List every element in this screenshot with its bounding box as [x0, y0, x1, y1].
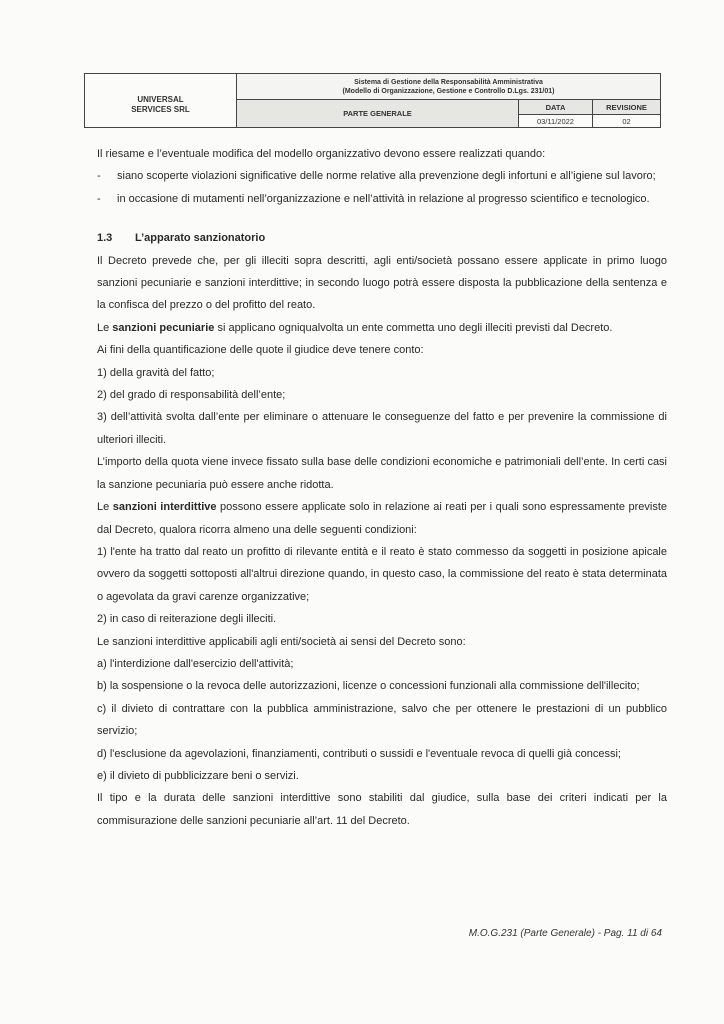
- paragraph: Le sanzioni interdittive applicabili agli enti/società ai sensi del Decreto sono:: [97, 635, 466, 648]
- bullet-text: siano scoperte violazioni significative delle norme relative alla prevenzione degli infortuni e all’igiene sul lavoro;: [117, 170, 656, 183]
- section-heading: [97, 227, 667, 249]
- date-label: DATA: [519, 100, 592, 115]
- company-name-line1: UNIVERSAL: [137, 94, 184, 104]
- bullet-item: [97, 165, 667, 187]
- paragraph: Il tipo e la durata delle sanzioni interdittive sono stabiliti dal giudice, sulla base dei criteri indicati per la commisurazione delle sanzioni pecuniarie all’art. 11 del Decreto.: [97, 792, 667, 827]
- list-item: a) l'interdizione dall'esercizio dell'attività;: [97, 657, 294, 670]
- bullet-marker: -: [97, 170, 101, 183]
- bold-term: sanzioni interdittive: [112, 501, 217, 514]
- list-item: b) la sospensione o la revoca delle autorizzazioni, licenze o concessioni funzionali alla commissione dell'illecito;: [97, 680, 640, 693]
- bullet-item: [97, 188, 667, 210]
- bold-term: sanzioni pecuniarie: [112, 321, 215, 334]
- intro-paragraph: Il riesame e l’eventuale modifica del modello organizzativo devono essere realizzati quando:: [97, 148, 546, 160]
- page-footer: M.O.G.231 (Parte Generale) - Pag. 11 di 64: [468, 928, 662, 939]
- section-number: 1.3: [97, 232, 113, 245]
- bullet-text: in occasione di mutamenti nell’organizzazione e nell’attività in relazione al progresso scientifico e tecnologico.: [117, 192, 650, 205]
- revision-value: 02: [622, 116, 631, 126]
- paragraph: Ai fini della quantificazione delle quote il giudice deve tenere conto:: [97, 344, 424, 357]
- list-item: 3) dell’attività svolta dall’ente per eliminare o attenuare le conseguenze del fatto e per prevenire la commissione di ulteriori illeciti.: [97, 411, 667, 446]
- list-item: 2) del grado di responsabilità dell’ente;: [97, 389, 286, 402]
- section-title: L’apparato sanzionatorio: [135, 232, 266, 245]
- date-value: 03/11/2022: [537, 116, 574, 126]
- list-item: 2) in caso di reiterazione degli illeciti.: [97, 613, 277, 626]
- paragraph: Le sanzioni pecuniarie si applicano ogniqualvolta un ente commetta uno degli illeciti previsti dal Decreto.: [97, 321, 613, 334]
- paragraph: Il Decreto prevede che, per gli illeciti sopra descritti, agli enti/società possano essere applicate in primo luogo sanzioni pecuniarie e sanzioni interdittive; in secondo luogo potrà essere disposta la pubblicazione della sentenza e la confisca del prezzo o del profitto del reato.: [97, 254, 667, 312]
- list-item: c) il divieto di contrattare con la pubblica amministrazione, salvo che per ottenere le prestazioni di un pubblico servizio;: [97, 702, 667, 738]
- list-item: 1) l'ente ha tratto dal reato un profitto di rilevante entità e il reato è stato commesso da soggetti in posizione apicale ovvero da soggetti sottoposti all'altrui direzione quando, in questo caso, la commissione del reato è stata determinata o agevolata da gravi carenze organizzative;: [97, 545, 667, 603]
- section-name-cell: PARTE GENERALE: [237, 100, 519, 127]
- list-item: 1) della gravità del fatto;: [97, 366, 215, 379]
- list-item: d) l'esclusione da agevolazioni, finanziamenti, contributi o sussidi e l'eventuale revoca di quelli già concessi;: [97, 747, 621, 760]
- document-body: [97, 143, 667, 832]
- paragraph: Le sanzioni interdittive possono essere applicate solo in relazione ai reati per i quali sono espressamente previste dal Decreto, qualora ricorra almeno una delle seguenti condizioni:: [97, 501, 668, 536]
- system-title-cell: [237, 74, 660, 100]
- list-item: e) il divieto di pubblicizzare beni o servizi.: [97, 769, 299, 782]
- bullet-marker: -: [97, 192, 101, 205]
- company-name-cell: [85, 74, 237, 127]
- paragraph: L’importo della quota viene invece fissato sulla base delle condizioni economiche e patrimoniali dell’ente. In certi casi la sanzione pecuniaria può essere anche ridotta.: [97, 456, 667, 491]
- system-title-line2: (Modello di Organizzazione, Gestione e Controllo D.Lgs. 231/01): [342, 87, 555, 95]
- header-table: [84, 73, 661, 128]
- revision-label: REVISIONE: [593, 100, 660, 115]
- company-name-line2: SERVICES SRL: [131, 104, 190, 114]
- system-title-line1: Sistema di Gestione della Responsabilità Amministrativa: [354, 78, 543, 86]
